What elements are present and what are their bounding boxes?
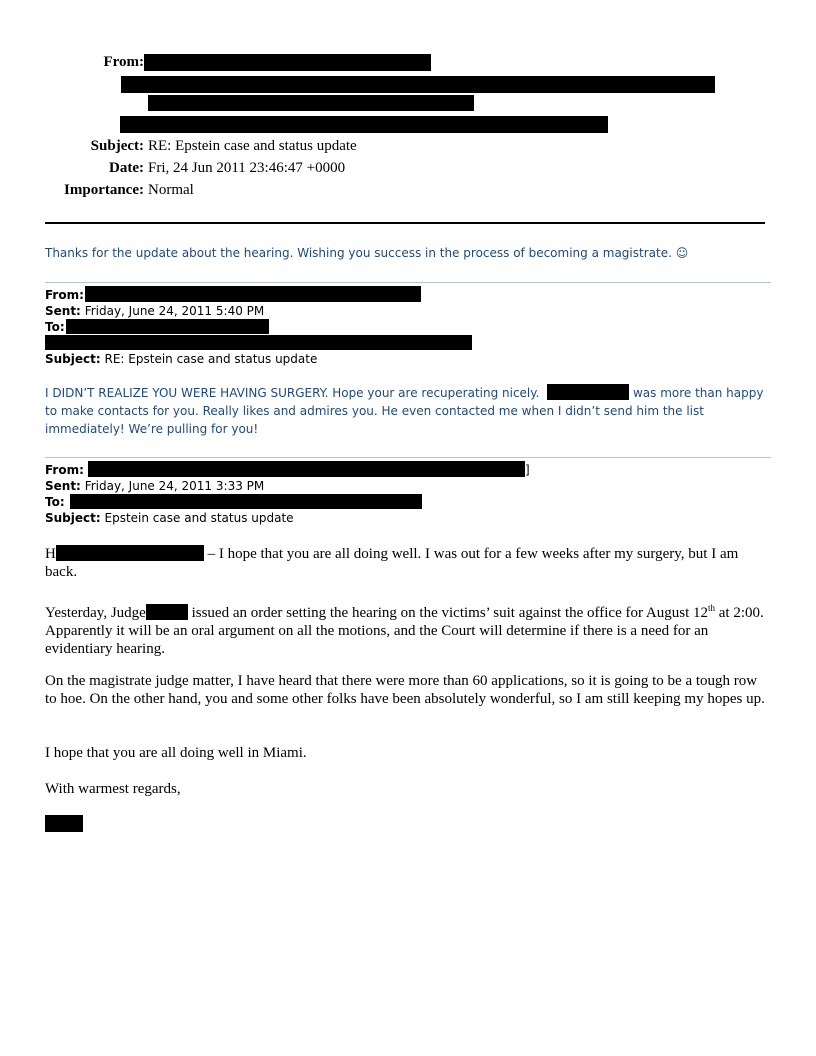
subject-label: Subject: <box>45 352 101 366</box>
redaction-name <box>56 545 204 561</box>
redaction-from-line4 <box>120 116 608 133</box>
redaction-to <box>66 319 269 334</box>
message-divider <box>45 457 771 458</box>
paragraph-magistrate: On the magistrate judge matter, I have heard that there were more than 60 applications, so it is going to be a tough row to hoe. On the other hand, you and some other folks have been absolutely wonderful, so I am still keeping my hopes up. <box>45 673 765 707</box>
redaction-from-line3 <box>148 95 474 111</box>
reply-body: Thanks for the update about the hearing. Wishing you success in the process of becoming a magistrate. ☺ <box>45 246 689 260</box>
hearing-mid: issued an order setting the hearing on the victims’ suit against the office for August 12 <box>187 605 708 621</box>
hearing-end: at 2:00. Apparently it will be an oral argument on all the motions, and the Court will determine if there is a need for an evidentiary hearing. <box>45 605 764 657</box>
redaction-from <box>85 286 421 302</box>
ordinal-suffix: th <box>708 603 716 613</box>
to-label: To: <box>45 495 65 509</box>
header-divider <box>45 222 765 224</box>
subject-value: RE: Epstein case and status update <box>148 138 357 154</box>
redaction-judge-name <box>146 604 188 620</box>
subject-label: Subject: <box>45 511 101 525</box>
from-label: From: <box>45 288 84 302</box>
redaction-to <box>70 494 422 509</box>
paragraph-miami: I hope that you are all doing well in Miami. <box>45 745 307 761</box>
subject-value: RE: Epstein case and status update <box>104 352 318 366</box>
greeting-start: H <box>45 546 56 562</box>
greeting-rest: – I hope that you are all doing well. I was out for a few weeks after my surgery, but I am back. <box>45 546 739 580</box>
redaction-from-line2 <box>121 76 715 93</box>
from-label: From: <box>103 54 144 70</box>
message-2-body <box>45 384 771 438</box>
from-tail: ] <box>525 463 530 477</box>
sent-value: Friday, June 24, 2011 5:40 PM <box>84 304 265 318</box>
redaction-name <box>547 384 629 400</box>
to-label: To: <box>45 320 65 334</box>
date-value: Fri, 24 Jun 2011 23:46:47 +0000 <box>148 160 346 176</box>
paragraph-greeting <box>45 545 770 581</box>
body-text-part1: I DIDN’T REALIZE YOU WERE HAVING SURGERY. Hope your are recuperating nicely. <box>45 386 540 400</box>
hearing-start: Yesterday, Judge <box>45 605 146 621</box>
paragraph-hearing <box>45 599 770 658</box>
body-text-part2: was more than happy to make contacts for you. Really likes and admires you. He even contacted me when I didn’t send him the list immediately! We’re pulling for you! <box>45 386 764 436</box>
redaction-from <box>88 461 525 477</box>
subject-label: Subject: <box>90 138 144 154</box>
from-label: From: <box>45 463 84 477</box>
redaction-to-line2 <box>45 335 472 350</box>
sent-label: Sent: <box>45 304 81 318</box>
sent-label: Sent: <box>45 479 81 493</box>
sent-value: Friday, June 24, 2011 3:33 PM <box>84 479 265 493</box>
importance-label: Importance: <box>64 182 144 198</box>
message-divider <box>45 282 771 283</box>
redaction-signature <box>45 815 83 832</box>
subject-value: Epstein case and status update <box>104 511 294 525</box>
date-label: Date: <box>109 160 144 176</box>
paragraph-closing: With warmest regards, <box>45 781 181 797</box>
importance-value: Normal <box>148 182 194 198</box>
redaction-from <box>144 54 431 71</box>
